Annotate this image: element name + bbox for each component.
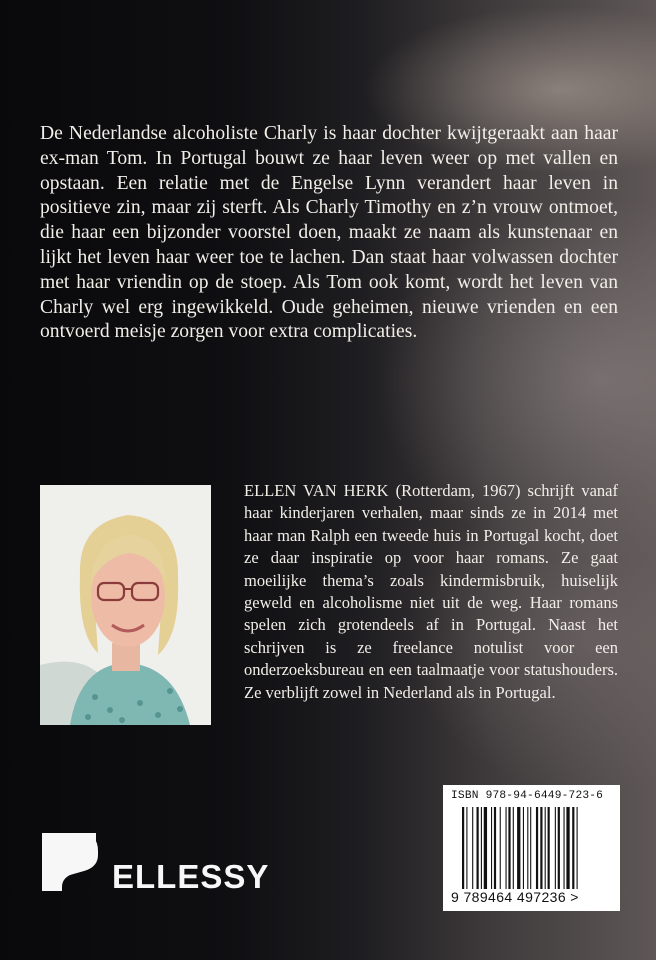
publisher-logo-icon <box>40 827 110 893</box>
barcode-bar <box>508 807 510 889</box>
barcode-bar <box>466 807 467 889</box>
barcode-bar <box>545 807 546 889</box>
author-bio <box>244 480 618 704</box>
barcode-bar <box>566 807 569 889</box>
barcode-bar <box>555 807 556 889</box>
publisher-name: ELLESSY <box>112 858 270 895</box>
barcode-bar <box>506 807 507 889</box>
author-bio-text: (Rotterdam, 1967) schrijft vanaf haar kinderjaren verhalen, maar sinds ze in 2014 met haar man Ralph een tweede huis in Portugal kocht, doet ze daar inspiratie op voor haar romans. Ze gaat moeilijke thema’s zoals kindermisbruik, huiselijk geweld en alcoholisme niet uit de weg. Haar romans spelen zich grotendeels af in Portugal. Naast het schrijven is ze freelance notulist voor een onderzoeksbureau en een taalmaatje voor statushouders. Ze verblijft zowel in Nederland als in Portugal. <box>244 481 618 702</box>
barcode <box>462 807 612 889</box>
barcode-bar <box>558 807 560 889</box>
barcode-bar <box>564 807 565 889</box>
blurb-text: De Nederlandse alcoholiste Charly is haar dochter kwijtgeraakt aan haar ex-man Tom. In Portugal bouwt ze haar leven weer op met vallen en opstaan. Een relatie met de Engelse Lynn verandert haar leven in positieve zin, maar zij sterft. Als Charly Timothy en z’n vrouw ontmoet, die haar een bijzonder voorstel doen, maakt ze naam als kunstenaar en lijkt het leven haar weer toe te lachen. Dan staat haar volwassen dochter met haar vriendin op de stoep. Als Tom ook komt, wordt het leven van Charly wel erg ingewikkeld. Oude geheimen, nieuwe vrienden en een ontvoerd meisje zorgen voor extra complicaties. <box>40 123 618 343</box>
barcode-bar <box>481 807 482 889</box>
barcode-bar <box>577 807 578 889</box>
barcode-bar <box>530 807 531 889</box>
author-name: ELLEN VAN HERK <box>244 481 389 500</box>
barcode-number: 9 789464 497236 > <box>451 889 579 905</box>
isbn-label: ISBN 978-94-6449-723-6 <box>451 790 604 802</box>
barcode-bar <box>523 807 524 889</box>
barcode-bar <box>472 807 473 889</box>
barcode-bar <box>548 807 550 889</box>
isbn-barcode-box <box>443 785 620 911</box>
barcode-bar <box>484 807 487 889</box>
barcode-bar <box>491 807 492 889</box>
publisher-logo <box>40 827 300 897</box>
barcode-bar <box>513 807 514 889</box>
barcode-bar <box>477 807 479 889</box>
barcode-bar <box>540 807 542 889</box>
barcode-bar <box>500 807 501 889</box>
barcode-bar <box>462 807 464 889</box>
barcode-bar <box>494 807 496 889</box>
barcode-bar <box>527 807 528 889</box>
barcode-bar <box>517 807 520 889</box>
author-photo <box>40 485 211 725</box>
barcode-bar <box>536 807 538 889</box>
barcode-bar <box>572 807 574 889</box>
